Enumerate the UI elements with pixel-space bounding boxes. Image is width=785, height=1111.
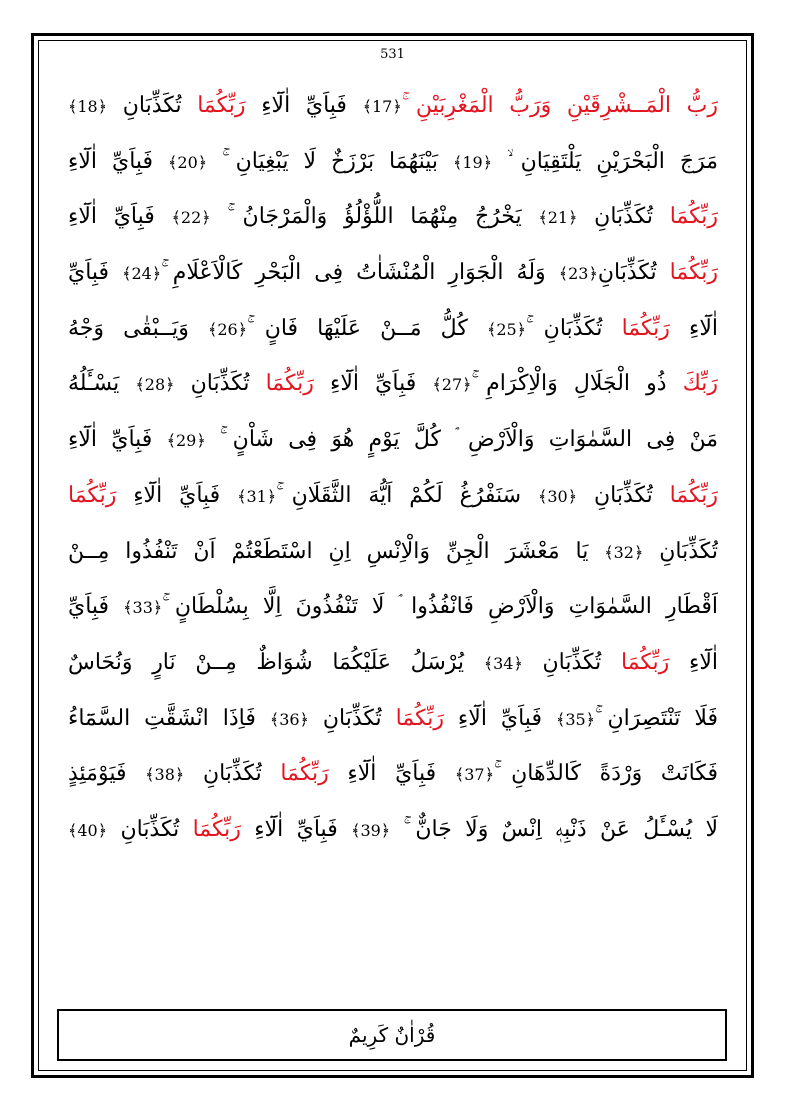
highlighted-word: رَبِّكُمَا	[621, 315, 670, 341]
verse-number: ﴿33﴾	[123, 598, 163, 618]
verse-text: بَيْنَهُمَا بَرْزَخٌ لَا يَبْغِيَانِ ۚ	[207, 148, 453, 174]
verse-text: وَيَــبْقٰى وَجْهُ	[68, 315, 208, 341]
verse-number: ﴿24﴾	[122, 264, 162, 284]
verse-text: لَا يُسْـَٔلُ عَنْ ذَنْبِهٖ اِنْسٌ وَلَا جَانٌّ ۚ	[390, 816, 718, 842]
verse-text: فَاِذَا انْشَقَّتِ السَّمَٓاءُ	[68, 705, 270, 731]
verse-number: ﴿17﴾	[362, 97, 402, 116]
verse-text: فَبِاَيِّ	[68, 260, 123, 286]
verse-number: ﴿31﴾	[237, 486, 277, 506]
verse-text: تُكَذِّبَانِ	[174, 371, 266, 397]
page-number: 531	[380, 47, 405, 62]
verse-number: ﴿25﴾	[486, 319, 527, 339]
verse-text: سَنَفْرُغُ لَكُمْ اَيُّهَ الثَّقَلَانِ ۚ	[276, 482, 538, 508]
verse-text: تُكَذِّبَانِ	[107, 93, 198, 118]
verse-line	[68, 78, 718, 134]
verse-text: فَبِاَيِّ	[68, 594, 124, 620]
verse-line	[68, 691, 718, 747]
verse-text: كُلُّ مَــنْ عَلَيْهَا فَانٍ ۚ	[247, 315, 487, 341]
verse-number: ﴿23﴾	[558, 264, 598, 284]
verse-number: ﴿18﴾	[68, 97, 108, 116]
verse-text: فَبِاَيِّ اٰلَٓاءِ	[443, 705, 556, 731]
verse-text: اَقْطَارِ السَّمٰوَاتِ وَالْاَرْضِ فَانْفُذُوا ۘ لَا تَنْفُذُونَ اِلَّا بِسُلْطَانٍ ۚ	[162, 594, 718, 620]
verse-line	[68, 524, 718, 580]
verse-line	[68, 802, 718, 858]
verse-line	[68, 301, 718, 357]
verse-text: تُكَذِّبَانِ	[107, 816, 193, 842]
highlighted-word: رَبِّكُمَا	[669, 482, 718, 508]
verse-text: يَا مَعْشَرَ الْجِنِّ وَالْاِنْسِ اِنِ اسْتَطَعْتُمْ اَنْ تَنْفُذُوا مِــنْ	[68, 538, 605, 564]
verse-number: ﴿36﴾	[269, 709, 309, 729]
highlighted-word: رَبِّكَ	[682, 371, 718, 397]
highlighted-word: رَبِّكُمَا	[280, 761, 329, 787]
verse-text: فَبِاَيِّ اٰلَٓاءِ	[240, 816, 352, 842]
verse-line	[68, 468, 718, 524]
footer-box	[57, 1009, 727, 1061]
verse-number: ﴿37﴾	[454, 765, 494, 785]
verse-line	[68, 579, 718, 635]
verse-text: تُكَذِّبَانِ	[522, 649, 621, 675]
verse-number: ﴿34﴾	[483, 653, 523, 673]
verse-text: تُكَذِّبَانِ	[577, 204, 670, 230]
verse-number: ﴿28﴾	[135, 375, 175, 395]
verse-number: ﴿27﴾	[432, 375, 472, 395]
verse-number: ﴿20﴾	[168, 152, 208, 172]
highlighted-word: رَبِّكُمَا	[265, 371, 314, 397]
verse-line	[68, 412, 718, 468]
highlighted-word: رَبِّكُمَا	[68, 482, 117, 508]
verse-text: فَبِاَيِّ اٰلَٓاءِ	[328, 761, 455, 787]
verse-number: ﴿39﴾	[351, 820, 391, 840]
verse-text: تُكَذِّبَانِ	[597, 260, 670, 286]
highlighted-word: رَبِّكُمَا	[395, 705, 444, 731]
verse-number: ﴿32﴾	[604, 542, 644, 562]
verse-text: فَبِاَيِّ اٰلَٓاءِ	[313, 371, 433, 397]
verse-number: ﴿21﴾	[538, 208, 578, 228]
verse-text: يَخْرُجُ مِنْهُمَا اللُّؤْلُؤُ وَالْمَرْجَانُ ۚ	[210, 204, 539, 230]
verse-text: فَبِاَيِّ اٰلَٓاءِ	[245, 93, 363, 118]
highlighted-word: رَبِّكُمَا	[669, 204, 718, 230]
verse-line	[68, 635, 718, 691]
verse-text: تُكَذِّبَانِ	[308, 705, 396, 731]
verse-text: يُرْسَلُ عَلَيْكُمَا شُوَاظٌ مِــنْ نَارٍ وَنُحَاسٌ	[68, 649, 484, 675]
verse-line	[68, 356, 718, 412]
verse-number: ﴿29﴾	[166, 431, 206, 451]
verse-text: مَرَجَ الْبَحْرَيْنِ يَلْتَقِيَانِ ۙ	[492, 148, 718, 174]
verse-text-block	[68, 78, 718, 858]
verse-text: ذُو الْجَلَالِ وَالْاِكْرَامِ ۚ	[471, 371, 683, 397]
highlighted-word: رَبِّكُمَا	[192, 816, 241, 842]
verse-text: فَيَوْمَئِذٍ	[68, 761, 146, 787]
verse-number: ﴿35﴾	[555, 709, 596, 729]
verse-text: تُكَذِّبَانِ ۚ	[526, 315, 622, 341]
verse-line	[68, 746, 718, 802]
highlighted-word: رَبِّكُمَا	[669, 260, 718, 286]
verse-number: ﴿38﴾	[145, 765, 185, 785]
verse-text: يَسْـَٔلُهُ	[68, 371, 136, 397]
verse-text: فَلَا تَنْتَصِرَانِ ۚ	[595, 705, 718, 731]
verse-line	[68, 134, 718, 190]
verse-text: فَكَانَتْ وَرْدَةً كَالدِّهَانِ ۚ	[493, 761, 718, 787]
verse-number: ﴿30﴾	[537, 486, 578, 506]
verse-line	[68, 245, 718, 301]
highlighted-word: رَبِّكُمَا	[620, 649, 670, 675]
verse-number: ﴿22﴾	[171, 208, 211, 228]
highlighted-word: رَبِّكُمَا	[197, 93, 246, 118]
verse-number: ﴿26﴾	[207, 319, 248, 339]
verse-text: فَبِاَيِّ اٰلَٓاءِ	[68, 204, 172, 230]
verse-text: فَبِاَيِّ اٰلَٓاءِ	[68, 427, 167, 453]
verse-text: فَبِاَيِّ اٰلَٓاءِ	[116, 482, 238, 508]
verse-text: فَبِاَيِّ اٰلَٓاءِ	[68, 148, 169, 174]
verse-number: ﴿40﴾	[68, 820, 108, 840]
verse-text: تُكَذِّبَانِ	[184, 761, 281, 787]
footer-text: قُرْاٰنٌ كَرِيمٌ	[348, 1023, 436, 1047]
verse-line	[68, 189, 718, 245]
verse-text: مَنْ فِى السَّمٰوَاتِ وَالْاَرْضِ ۘ كُلَّ يَوْمٍ هُوَ فِى شَاْنٍ ۚ	[205, 427, 718, 453]
verse-text: وَلَهُ الْجَوَارِ الْمُنْشَاٰتُ فِى الْبَحْرِ كَالْاَعْلَامِ ۚ	[161, 260, 559, 286]
verse-number: ﴿19﴾	[453, 152, 493, 172]
verse-text: رَبُّ الْمَــشْرِقَيْنِ وَرَبُّ الْمَغْرِبَيْنِ ۚ	[401, 93, 718, 118]
verse-text: تُكَذِّبَانِ	[643, 538, 718, 564]
verse-text: اٰلَٓاءِ	[669, 315, 718, 341]
verse-text: اٰلَٓاءِ	[669, 649, 718, 675]
verse-text: تُكَذِّبَانِ	[577, 482, 670, 508]
